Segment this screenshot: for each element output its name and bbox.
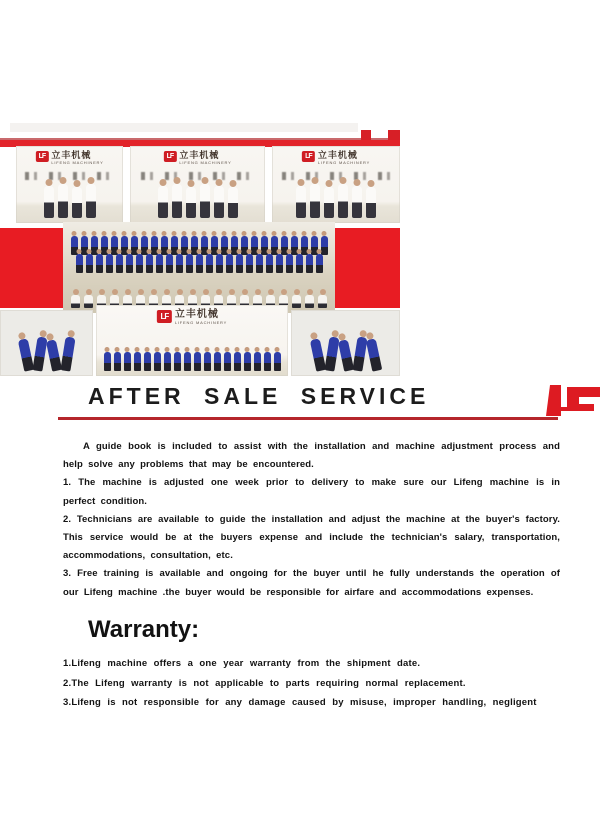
person-figure (84, 295, 93, 308)
after-sale-intro: A guide book is included to assist with the installation and machine adjustment process and help solve any problems that may be encountered. (63, 441, 560, 471)
person-figure (184, 352, 191, 371)
person-figure (134, 352, 141, 371)
person-figure (58, 184, 68, 218)
people-crowd (0, 337, 93, 371)
person-figure (146, 254, 153, 273)
team-photo-office-2 (130, 146, 265, 223)
person-figure (246, 254, 253, 273)
person-figure (214, 186, 224, 218)
person-figure (32, 336, 47, 371)
person-figure (204, 352, 211, 371)
lifeng-logo-cn: 立丰机械 (179, 150, 220, 160)
person-figure (44, 186, 54, 218)
person-figure (352, 186, 362, 218)
person-figure (106, 254, 113, 273)
person-figure (172, 184, 182, 218)
lifeng-wall-logo (302, 151, 370, 165)
person-figure (276, 254, 283, 273)
person-figure (186, 187, 196, 218)
person-figure (144, 352, 151, 371)
red-accent-block-right (335, 228, 400, 308)
person-figure (324, 336, 339, 371)
team-photo-collage (0, 133, 400, 379)
person-figure (254, 352, 261, 371)
lifeng-logo-en: LIFENG MACHINERY (179, 160, 232, 165)
people-crowd (16, 184, 123, 218)
person-figure (154, 352, 161, 371)
person-figure (116, 254, 123, 273)
lifeng-logo-icon: LF (163, 151, 176, 162)
lifeng-logo-cn: 立丰机械 (174, 309, 219, 320)
red-accent-block-left (0, 228, 63, 308)
person-figure (45, 339, 61, 371)
person-figure (337, 339, 353, 371)
person-figure (194, 352, 201, 371)
lifeng-logo-icon: LF (35, 151, 48, 162)
person-figure (104, 352, 111, 371)
person-figure (244, 352, 251, 371)
person-figure (296, 254, 303, 273)
warranty-list (63, 654, 573, 713)
people-crowd (291, 337, 400, 371)
lifeng-lf-logo-icon (542, 380, 600, 422)
person-figure (164, 352, 171, 371)
person-figure (365, 338, 381, 371)
person-figure (316, 254, 323, 273)
after-sale-service-text (63, 438, 560, 602)
person-figure (126, 254, 133, 273)
wall-calligraphy (25, 172, 115, 180)
lifeng-wall-logo (35, 151, 103, 165)
lifeng-logo-icon: LF (302, 151, 315, 162)
after-sale-service-title: AFTER SALE SERVICE (88, 383, 430, 409)
person-figure (321, 236, 328, 255)
person-figure (76, 254, 83, 273)
people-crowd (130, 184, 265, 218)
person-figure (324, 187, 334, 218)
person-figure (286, 254, 293, 273)
person-figure (216, 254, 223, 273)
person-figure (310, 184, 320, 218)
person-figure (174, 352, 181, 371)
person-figure (226, 254, 233, 273)
red-banner-tab (388, 130, 400, 140)
person-figure (214, 352, 221, 371)
lifeng-logo-en: LIFENG MACHINERY (174, 320, 228, 325)
after-sale-item: 2. Technicians are available to guide the installation and adjust the machine at the buyer's factory. This service would be at the buyers expense and include the technician's salary, transportation, accommodations, consultation, etc. (63, 513, 560, 562)
wall-calligraphy (141, 172, 254, 180)
people-crowd (272, 184, 400, 218)
person-figure (158, 186, 168, 218)
person-figure (72, 187, 82, 218)
person-figure (156, 254, 163, 273)
person-figure (224, 352, 231, 371)
lifeng-logo-icon: LF (157, 310, 172, 323)
lifeng-logo-cn: 立丰机械 (317, 150, 358, 160)
person-figure (96, 254, 103, 273)
lifeng-wall-logo (163, 151, 231, 165)
person-figure (196, 254, 203, 273)
after-sale-item: 1. The machine is adjusted one week prior to delivery to make sure our Lifeng machine is in perfect condition. (63, 477, 560, 507)
person-figure (234, 352, 241, 371)
company-group-photo (63, 222, 335, 313)
person-figure (305, 295, 314, 308)
person-figure (114, 352, 121, 371)
person-figure (228, 187, 238, 218)
lifeng-logo-en: LIFENG MACHINERY (317, 160, 371, 165)
team-photo-tugofwar-left (0, 310, 93, 376)
lifeng-logo-en: LIFENG MACHINERY (51, 160, 104, 165)
red-divider-rule (58, 417, 558, 420)
team-photo-office-3 (272, 146, 400, 223)
person-figure (256, 254, 263, 273)
person-figure (309, 338, 325, 371)
person-figure (306, 254, 313, 273)
person-figure (176, 254, 183, 273)
person-figure (86, 254, 93, 273)
warranty-item: 2.The Lifeng warranty is not applicable to parts requiring normal replacement. (63, 677, 466, 689)
person-figure (366, 187, 376, 218)
team-photo-tugofwar-right (291, 310, 400, 376)
person-figure (206, 254, 213, 273)
person-figure (17, 338, 33, 371)
people-crowd (96, 352, 288, 371)
team-photo-workshop-center (96, 305, 288, 376)
person-figure (86, 184, 96, 218)
after-sale-item: 3. Free training is available and ongoing for the buyer until he fully understands the operation of our Lifeng machine .the buyer would be responsible for airfare and accommodations expenses. (63, 568, 560, 598)
lifeng-logo-cn: 立丰机械 (51, 150, 92, 160)
person-figure (166, 254, 173, 273)
scan-artifact-strip (10, 123, 358, 132)
person-figure (71, 295, 80, 308)
warranty-item: 1.Lifeng machine offers a one year warranty from the shipment date. (63, 658, 421, 669)
warranty-title: Warranty: (88, 616, 200, 643)
person-figure (60, 336, 75, 371)
person-figure (292, 295, 301, 308)
person-figure (266, 254, 273, 273)
person-figure (200, 184, 210, 218)
person-figure (274, 352, 281, 371)
red-banner-tab (361, 130, 371, 140)
lifeng-wall-logo (157, 310, 227, 325)
person-figure (296, 186, 306, 218)
warranty-item: 3.Lifeng is not responsible for any damage caused by misuse, improper handling, negligent (63, 697, 537, 708)
person-figure (236, 254, 243, 273)
person-figure (264, 352, 271, 371)
person-figure (186, 254, 193, 273)
person-figure (318, 295, 327, 308)
person-figure (352, 336, 367, 371)
person-figure (124, 352, 131, 371)
person-figure (338, 184, 348, 218)
team-photo-office-1 (16, 146, 123, 223)
people-crowd (63, 254, 335, 273)
person-figure (136, 254, 143, 273)
